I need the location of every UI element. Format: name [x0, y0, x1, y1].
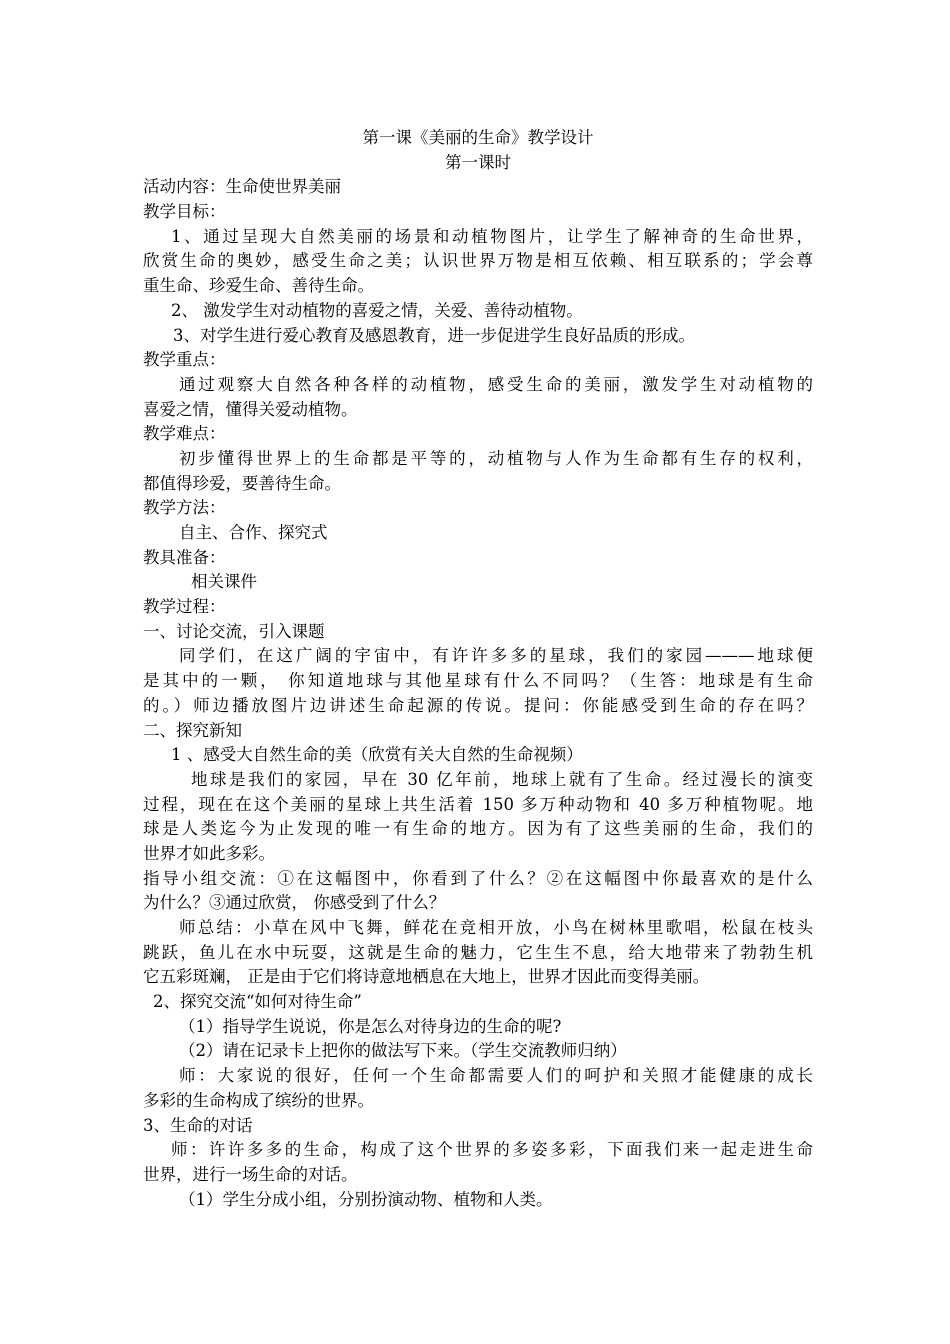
paragraph-line: 是其中的一颗， 你知道地球与其他星球有什么不同吗？（生答：地球是有生命 — [143, 671, 813, 691]
section-heading-difficulties: 教学难点： — [143, 424, 226, 444]
section-heading-key-points: 教学重点： — [143, 350, 226, 370]
paragraph-line: （1）学生分成小组，分别扮演动物、植物和人类。 — [179, 1189, 553, 1209]
paragraph-line: 1、通过呈现大自然美丽的场景和动植物图片，让学生了解神奇的生命世界， — [171, 226, 813, 246]
subsection-heading: 二、探究新知 — [143, 720, 242, 740]
paragraph-line: 喜爱之情，懂得关爱动植物。 — [143, 399, 358, 419]
paragraph-line: 同学们，在这广阔的宇宙中，有许许多多的星球，我们的家园———地球便 — [179, 646, 813, 666]
paragraph-line: 跳跃，鱼儿在水中玩耍，这就是生命的魅力，它生生不息，给大地带来了勃勃生机 — [143, 942, 813, 962]
section-heading-objectives: 教学目标： — [143, 202, 226, 222]
section-heading-methods: 教学方法： — [143, 498, 226, 518]
paragraph-line: 世界才如此多彩。 — [143, 843, 275, 863]
subsection-heading: 2、探究交流“如何对待生命” — [153, 992, 362, 1012]
document-body — [143, 126, 813, 1212]
section-heading-materials: 教具准备： — [143, 547, 226, 567]
section-heading-process: 教学过程： — [143, 597, 226, 617]
paragraph-line: 的。）师边播放图片边讲述生命起源的传说。提问：你能感受到生命的存在吗？ — [143, 695, 813, 715]
paragraph-line: 它五彩斑斓， 正是由于它们将诗意地栖息在大地上，世界才因此而变得美丽。 — [143, 967, 710, 987]
document-subtitle: 第一课时 — [445, 152, 511, 172]
paragraph-line: （2）请在记录卡上把你的做法写下来。（学生交流教师归纳） — [179, 1041, 627, 1061]
paragraph-line: 世界，进行一场生命的对话。 — [143, 1164, 358, 1184]
document-title: 第一课《美丽的生命》教学设计 — [362, 128, 594, 147]
paragraph-line: 师总结：小草在风中飞舞，鲜花在竞相开放，小鸟在树林里歌唱，松鼠在枝头 — [179, 918, 813, 937]
paragraph-line: 自主、合作、探究式 — [179, 523, 328, 542]
paragraph-line: 相关课件 — [191, 572, 257, 592]
subsection-heading: 一、讨论交流，引入课题 — [143, 621, 325, 641]
paragraph-line: （1）指导学生说说，你是怎么对待身边的生命的呢? — [179, 1016, 562, 1036]
paragraph-line: 师：许许多多的生命，构成了这个世界的多姿多彩，下面我们来一起走进生命 — [171, 1140, 813, 1160]
activity-content-line: 活动内容：生命使世界美丽 — [143, 177, 341, 197]
subsection-heading: 3、生命的对话 — [143, 1115, 253, 1135]
paragraph-line: 2、 激发学生对动植物的喜爱之情，关爱、善待动植物。 — [171, 300, 583, 320]
paragraph-line: 为什么？③通过欣赏， 你感受到了什么？ — [143, 893, 446, 913]
paragraph-line: 过程，现在在这个美丽的星球上共生活着 150 多万种动物和 40 多万种植物呢。地 — [143, 794, 813, 814]
paragraph-line: 通过观察大自然各种各样的动植物，感受生命的美丽，激发学生对动植物的 — [179, 374, 813, 394]
paragraph-line: 初步懂得世界上的生命都是平等的，动植物与人作为生命都有生存的权利， — [179, 448, 813, 468]
paragraph-line: 重生命、珍爱生命、善待生命。 — [143, 276, 374, 296]
paragraph-line: 地球是我们的家园，早在 30 亿年前，地球上就有了生命。经过漫长的演变 — [191, 769, 813, 789]
paragraph-line: 指导小组交流：①在这幅图中，你看到了什么？②在这幅图中你最喜欢的是什么 — [143, 868, 813, 888]
paragraph-line: 师：大家说的很好，任何一个生命都需要人们的呵护和关照才能健康的成长 — [179, 1066, 813, 1086]
paragraph-line: 多彩的生命构成了缤纷的世界。 — [143, 1090, 374, 1110]
paragraph-line: 3、对学生进行爱心教育及感恩教育，进一步促进学生良好品质的形成。 — [173, 325, 695, 345]
paragraph-line: 1 、感受大自然生命的美（欣赏有关大自然的生命视频） — [171, 745, 583, 765]
paragraph-line: 都值得珍爱，要善待生命。 — [143, 473, 341, 493]
paragraph-line: 欣赏生命的奥妙，感受生命之美；认识世界万物是相互依赖、相互联系的；学会尊 — [143, 251, 813, 271]
paragraph-line: 球是人类迄今为止发现的唯一有生命的地方。因为有了这些美丽的生命，我们的 — [143, 819, 813, 839]
